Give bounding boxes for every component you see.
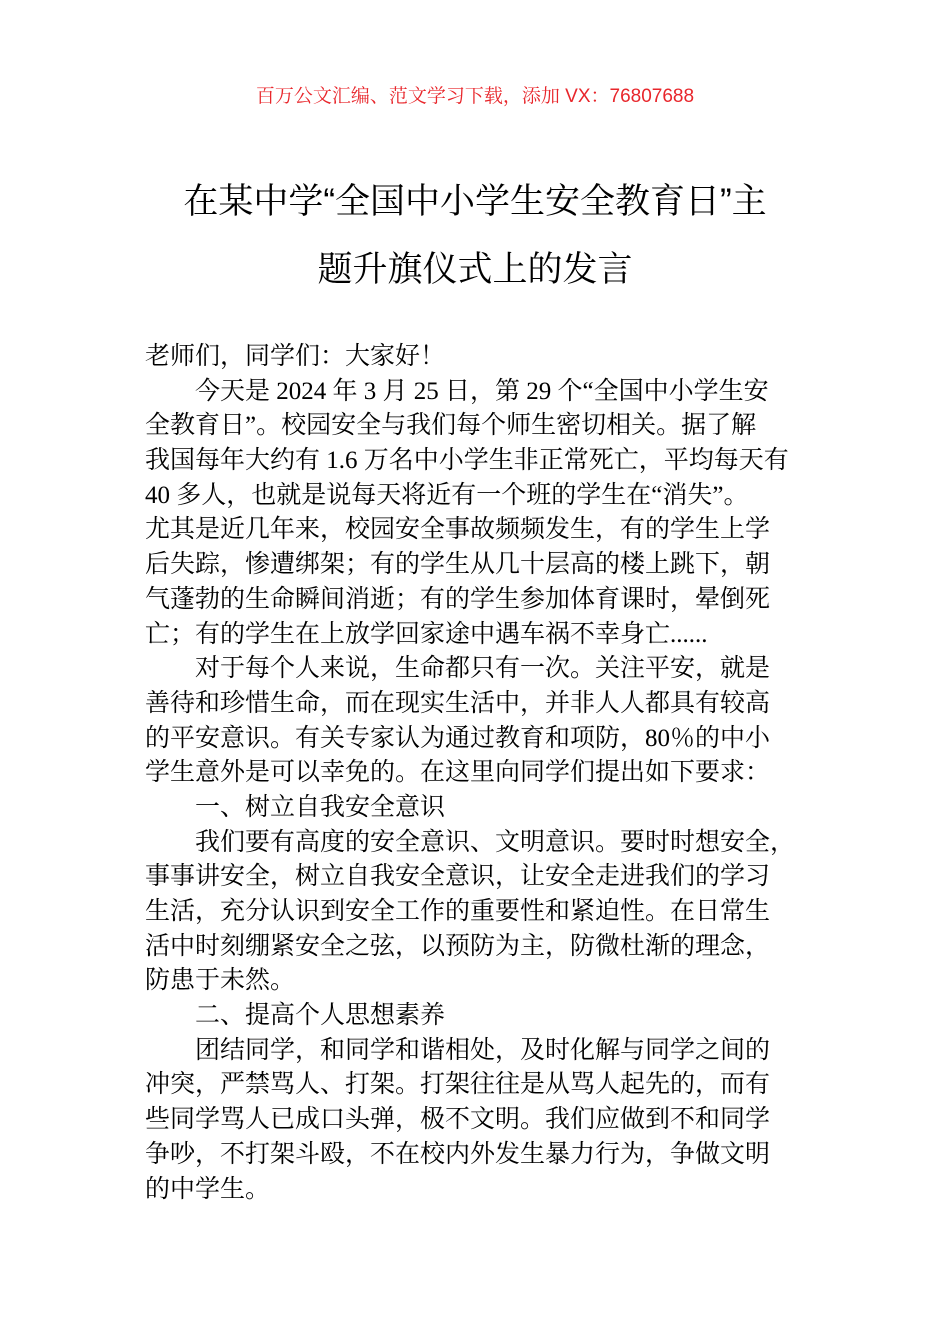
text-line: 老师们，同学们：大家好！ — [145, 343, 446, 370]
text-line: 尤其是近几年来，校园安全事故频频发生，有的学生上学 — [145, 516, 771, 544]
text-line: 亡；有的学生在上放学回家途中遇车祸不幸身亡...... — [145, 620, 708, 648]
text-line: 一、树立自我安全意识 — [195, 793, 446, 821]
text-line: 气蓬勃的生命瞬间消逝；有的学生参加体育课时，晕倒死 — [145, 585, 771, 613]
text-line: 我们要有高度的安全意识、文明意识。要时时想安全， — [195, 828, 796, 856]
text-line: 的中学生。 — [145, 1175, 271, 1203]
text-line: 全教育日”。校园安全与我们每个师生密切相关。据了解 — [145, 412, 757, 440]
text-line: 今天是 2024 年 3 月 25 日，第 29 个“全国中小学生安 — [195, 377, 769, 405]
text-line: 生活，充分认识到安全工作的重要性和紧迫性。在日常生 — [145, 898, 771, 925]
text-line: 冲突，严禁骂人、打架。打架往往是从骂人起先的，而有 — [145, 1071, 771, 1099]
watermark-banner: 百万公文汇编、范文学习下载，添加 VX：76807688 — [255, 86, 695, 107]
text-line: 对于每个人来说，生命都只有一次。关注平安，就是 — [195, 655, 771, 683]
text-line: 40 多人，也就是说每天将近有一个班的学生在“消失”。 — [145, 481, 749, 509]
text-line: 我国每年大约有 1.6 万名中小学生非正常死亡，平均每天有 — [145, 447, 789, 475]
text-line: 的平安意识。有关专家认为通过教育和项防，80％的中小 — [145, 724, 771, 752]
text-line: 团结同学，和同学和谐相处，及时化解与同学之间的 — [195, 1036, 771, 1064]
document-title-line-1: 在某中学“全国中小学生安全教育日”主 — [183, 182, 767, 221]
text-line: 防患于未然。 — [145, 967, 296, 995]
text-line: 事事讲安全，树立自我安全意识，让安全走进我们的学习 — [145, 863, 771, 891]
text-line: 后失踪，惨遭绑架；有的学生从几十层高的楼上跳下，朝 — [145, 551, 771, 579]
text-line: 学生意外是可以幸免的。在这里向同学们提出如下要求： — [145, 759, 771, 787]
text-line: 活中时刻绷紧安全之弦，以预防为主，防微杜渐的理念， — [145, 932, 771, 960]
text-line: 争吵，不打架斗殴，不在校内外发生暴力行为，争做文明 — [145, 1140, 771, 1168]
document-title-line-2: 题升旗仪式上的发言 — [317, 250, 633, 289]
document-body — [145, 340, 845, 1207]
text-line: 善待和珍惜生命，而在现实生活中，并非人人都具有较高 — [145, 689, 771, 717]
text-line: 些同学骂人已成口头弹，极不文明。我们应做到不和同学 — [145, 1106, 771, 1134]
text-line: 二、提高个人思想素养 — [195, 1002, 446, 1030]
